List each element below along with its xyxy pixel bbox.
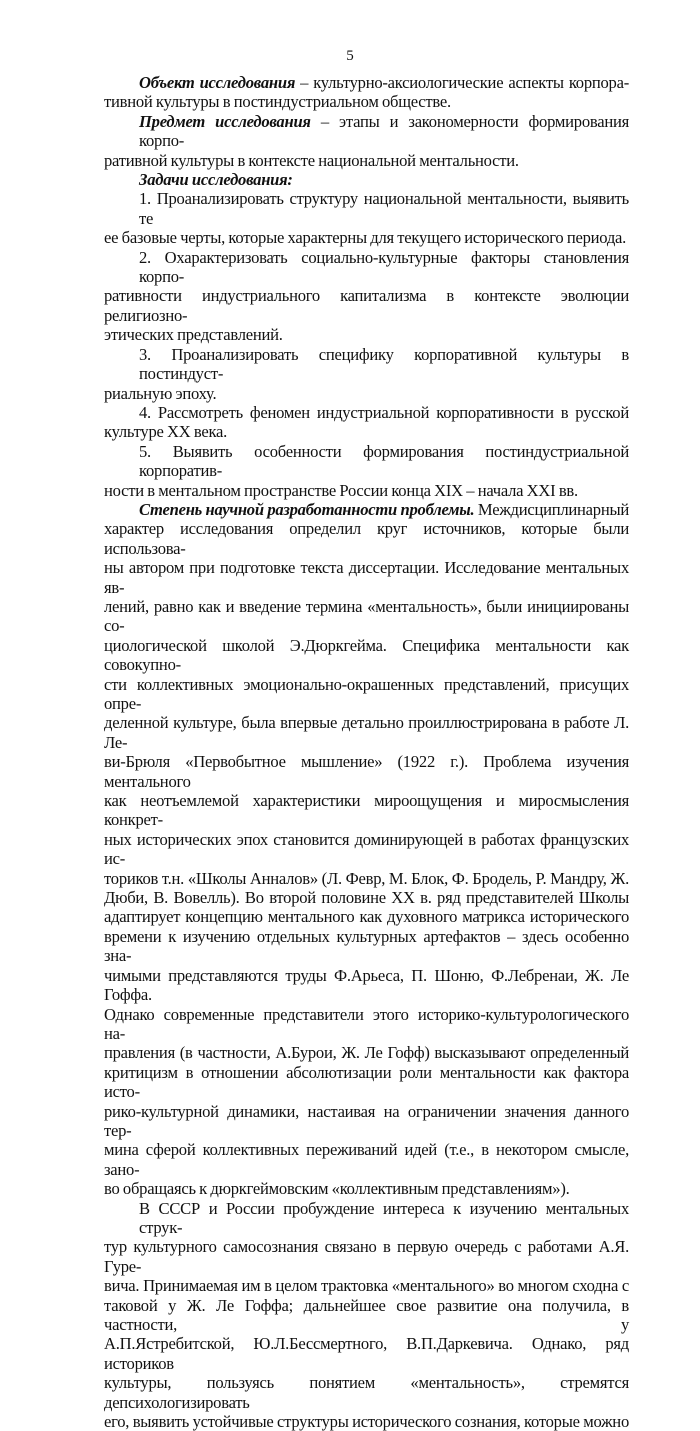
page-number: 5	[346, 48, 354, 64]
object-label: Объект исследования	[139, 73, 296, 92]
task-item: 4. Рассмотреть феномен индустриальной корпоративности в русской культуре XX века.	[104, 402, 629, 442]
tasks-heading: Задачи исследования:	[139, 170, 293, 190]
task-item: 1. Проанализировать структуру национальной ментальности, выявить те ее базовые черты, которые характерны для текущего исторического периода.	[104, 189, 629, 248]
task-item: 5. Выявить особенности формирования постиндустриальной корпоратив- ности в ментальном пространстве России конца XIX – начала XXI вв.	[104, 441, 629, 500]
degree-paragraph: Степень научной разработанности проблемы. Междисциплинарный характер исследования определил круг источников, которые были использова- ны автором при подготовке текста диссертации. Исследование ментальных яв- лений, равно как и введение термина «ментальность», были инициированы со- циологической школой Э.Дюркгейма. Специфика ментальности как совокупно- сти коллективных эмоционально-окрашенных представлений, присущих опре- деленной культуре, была впервые детально проиллюстрирована в работе Л. Ле- ви-Брюля «Первобытное мышление» (1922 г.). Проблема изучения ментального как неотъемлемой характеристики мироощущения и миросмысления конкрет- ных исторических эпох становится доминирующей в работах французских ис- ториков т.н. «Школы Анналов» (Л. Февр, М. Блок, Ф. Бродель, Р. Мандру, Ж. Дюби, В. Вовелль). Во второй половине XX в. ряд представителей Школы адаптирует концепцию ментального как духовного матрикса исторического времени к изучению отдельных культурных артефактов – здесь особенно зна- чимыми представляются труды Ф.Арьеса, П. Шоню, Ф.Лебренаи, Ж. Ле Гоффа. Однако современные представители этого историко-культурологического на- правления (в частности, А.Бурои, Ж. Ле Гофф) высказывают определенный критицизм в отношении абсолютизации роли ментальности как фактора исто- рико-культурной динамики, настаивая на ограничении значения данного тер- мина сферой коллективных переживаний идей (т.е., в некотором смысле, зано- во обращаясь к дюркгеймовским «коллективным представлениям»).	[104, 499, 629, 1199]
ussr-paragraph: В СССР и России пробуждение интереса к изучению ментальных струк- тур культурного самосознания связано в первую очередь с работами А.Я. Гуре- вича. Принимаемая им в целом трактовка «ментального» во многом сходна с таковой у Ж. Ле Гоффа; дальнейшее свое развитие она получила, в частности, у А.П.Ястребитской, Ю.Л.Бессмертного, В.П.Даркевича. Однако, ряд историков культуры, пользуясь понятием «ментальность», стремятся депсихологизировать его, выявить устойчивые структуры исторического сознания, которые можно	[104, 1198, 629, 1431]
object-paragraph: Объект исследования – культурно-аксиологические аспекты корпора- тивной культуры в постиндустриальном обществе.	[104, 73, 629, 112]
task-item: 2. Охарактеризовать социально-культурные факторы становления корпо- ративности индустриального капитализма в контексте эволюции религиозно- этических представлений.	[104, 247, 629, 345]
task-item: 3. Проанализировать специфику корпоративной культуры в постиндуст- риальную эпоху.	[104, 344, 629, 403]
degree-label: Степень научной разработанности проблемы.	[139, 499, 475, 519]
page-body	[104, 73, 629, 1431]
subject-label: Предмет исследования	[139, 111, 311, 131]
subject-paragraph: Предмет исследования – этапы и закономерности формирования корпо- ративной культуры в контексте национальной ментальности.	[104, 111, 630, 170]
